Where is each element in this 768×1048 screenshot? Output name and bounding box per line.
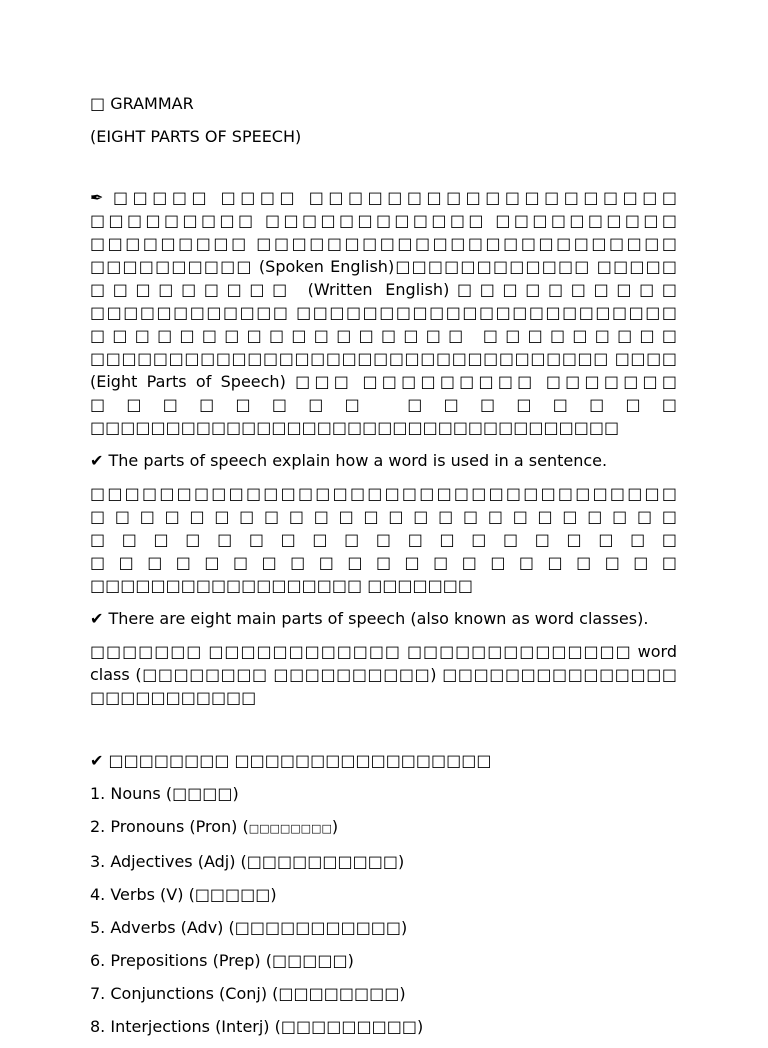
list-item-prepositions	[90, 949, 677, 972]
list-item-close: )	[232, 784, 239, 803]
list-item-translation: □□□□	[172, 784, 233, 803]
list-item-close: )	[347, 951, 354, 970]
document-title: □ GRAMMAR	[90, 94, 194, 113]
intro-paragraph: ✒ □□□□□ □□□□ □□□□□□□□□□□□□□□□□□□ □□□□□□□□□ □□□□□□□□□□□□ □□□□□□□□□□ □□□□□□□□□ □□□□□□□□□□□□□□□□□□□□□□□□ □□□□□□□□□□ (Spoken English)□□□□□□□□□□□□ □□□□□ □□□□□□□□□ (Written English)□□□□□□□□□□ □□□□□□□□□□□□ □□□□□□□□□□□□□□□□□□□□□□□ □□□□□□□□□□□□□□□□□ □□□□□□□□□ □□□□□□□□□□□□□□□□□□□□□□□□□□□□□□□□□ □□□□ (Eight Parts of Speech) □□□ □□□□□□□□□ □□□□□□□ □□□□□□□□ □□□□□□□□ □□□□□□□□□□□□□□□□□□□□□□□□□□□□□□□□□□□	[90, 188, 677, 437]
list-item-label: 7. Conjunctions (Conj) (	[90, 984, 279, 1003]
list-item-translation: □□□□□□□□□	[280, 1017, 417, 1036]
list-item-translation: □□□□□□□□□□□	[234, 918, 402, 937]
list-item-close: )	[401, 918, 408, 937]
list-item-close: )	[270, 885, 277, 904]
list-item-translation: □□□□□	[272, 951, 348, 970]
list-item-nouns	[90, 782, 677, 805]
list-item-conjunctions	[90, 982, 677, 1005]
list-item-close: )	[416, 1017, 424, 1036]
point-1-english: ✔ The parts of speech explain how a word is used in a sentence.	[90, 451, 608, 470]
list-item-adverbs	[90, 916, 677, 939]
list-item-close: )	[399, 984, 406, 1003]
list-item-translation: □□□□□□□□	[278, 984, 400, 1003]
list-item-label: 5. Adverbs (Adv) (	[90, 918, 235, 937]
list-item-interjections	[90, 1015, 677, 1038]
list-item-adjectives	[90, 850, 677, 873]
list-item-close: )	[331, 817, 339, 836]
list-item-label: 4. Verbs (V) (	[90, 885, 195, 904]
point-1-translation: □□□□□□□□□□□□□□□□□□□□□□□□□□□□□□□□□□ □□□□□□□□□□□□□□□□□□□□□□□□ □□□□□□□□□□□□□□□□□□□ □□□□□□□□□□□□□□□□□□□□□ □□□□□□□□□□□□□□□□□□ □□□□□□□	[90, 484, 677, 595]
point-2-translation: □□□□□□□ □□□□□□□□□□□□ □□□□□□□□□□□□□□ word class (□□□□□□□□ □□□□□□□□□□) □□□□□□□□□□□□□□□ □□□□□□□□□□□	[90, 642, 677, 707]
list-item-pronouns	[90, 815, 677, 840]
list-item-label: 3. Adjectives (Adj) (	[90, 852, 247, 871]
list-item-translation: □□□□□□□□	[248, 822, 332, 835]
parts-list-heading: ✔ □□□□□□□□ □□□□□□□□□□□□□□□□□	[90, 751, 492, 770]
list-item-label: 2. Pronouns (Pron) (	[90, 817, 249, 836]
list-item-close: )	[397, 852, 405, 871]
list-item-label: 8. Interjections (Interj) (	[90, 1017, 281, 1036]
document-page	[90, 92, 677, 1048]
parts-of-speech-list	[90, 782, 677, 1038]
list-item-translation: □□□□□□□□□□	[246, 852, 398, 871]
list-item-label: 6. Prepositions (Prep) (	[90, 951, 272, 970]
document-subtitle: (EIGHT PARTS OF SPEECH)	[90, 127, 302, 146]
list-item-verbs	[90, 883, 677, 906]
list-item-translation: □□□□□	[194, 885, 271, 904]
point-2-english: ✔ There are eight main parts of speech (also known as word classes).	[90, 609, 649, 628]
list-item-label: 1. Nouns (	[90, 784, 173, 803]
